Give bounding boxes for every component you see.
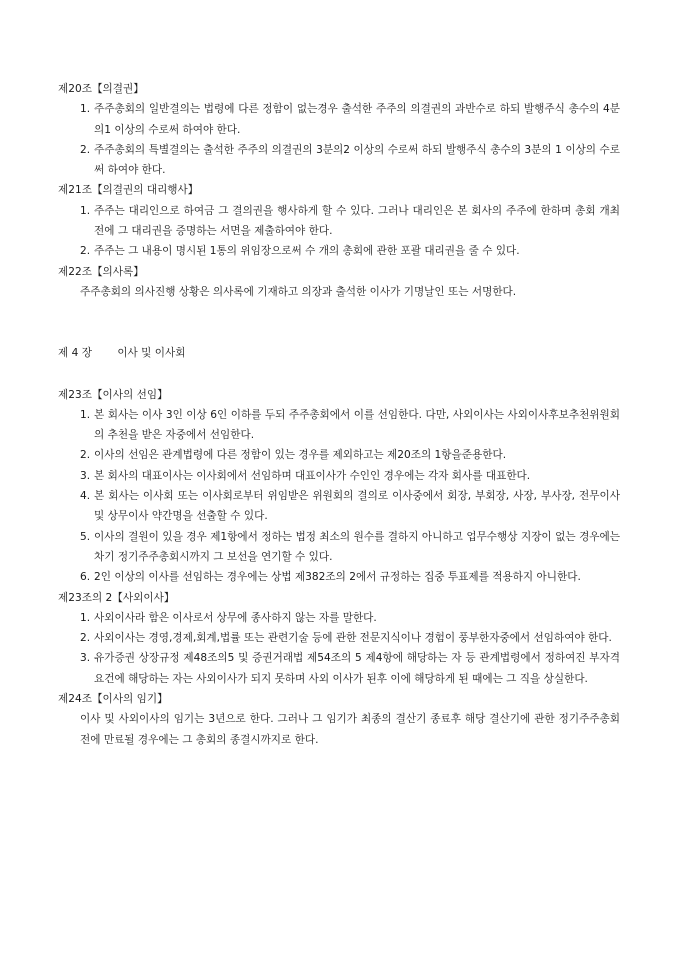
article-21-item-2 [58,241,620,261]
item-number: 2. [80,449,91,462]
article-23-2-item-2 [58,628,620,648]
article-23-item-4 [58,486,620,527]
article-23-item-5 [58,527,620,568]
item-text: 주주는 대리인으로 하여금 그 결의권을 행사하게 할 수 있다. 그러나 대리인은 본 회사의 주주에 한하며 총회 개최전에 그 대리권을 증명하는 서면을 제출하여야 한다. [94,204,620,238]
article-20-item-1 [58,99,620,140]
item-number: 6. [80,571,91,584]
item-text: 2인 이상의 이사를 선임하는 경우에는 상법 제382조의 2에서 규정하는 집중 투표제를 적용하지 아니한다. [94,571,581,584]
item-text: 주주는 그 내용이 명시된 1통의 위임장으로써 수 개의 총회에 관한 포괄 대리권을 줄 수 있다. [94,245,520,258]
item-number: 3. [80,652,91,665]
item-number: 5. [80,530,91,543]
article-23-2-item-1 [58,608,620,628]
article-23-item-1 [58,405,620,446]
chapter-heading [58,343,620,363]
item-text: 주주총회의 일반결의는 법령에 다른 정함이 없는경우 출석한 주주의 의결권의 과반수로 하되 발행주식 총수의 4분의1 이상의 수로써 하여야 한다. [94,103,620,136]
item-number: 1. [80,103,91,116]
item-text: 이사의 선임은 관계법령에 다른 정함이 있는 경우를 제외하고는 제20조의 1항을준용한다. [94,449,507,462]
item-text: 사외이사라 함은 이사로서 상무에 종사하지 않는 자를 말한다. [94,611,377,624]
article-23-heading: 제23조【이사의 선임】 [58,388,168,401]
article-23-2-item-3 [58,648,620,689]
item-text: 주주총회의 특별결의는 출석한 주주의 의결권의 3분의2 이상의 수로써 하되 발행주식 총수의 3분의 1 이상의 수로써 하여야 한다. [94,143,620,177]
item-text: 유가증권 상장규정 제48조의5 및 증권거래법 제54조의 5 제4항에 해당하는 자 등 관계법령에서 정하여진 부자격요건에 해당하는 자는 사외이사가 되지 못하며 사외 이사가 된후 이에 해당하게 된 때에는 그 직을 상실한다. [94,652,620,685]
article-22-body: 주주총회의 의사진행 상황은 의사록에 기재하고 의장과 출석한 이사가 기명날인 또는 서명한다. [80,285,517,298]
article-23-item-3 [58,466,620,486]
chapter-number: 제 4 장 [58,347,92,360]
article-23-2-heading: 제23조의 2【사외이사】 [58,591,175,604]
item-number: 2. [80,143,91,156]
article-22-heading: 제22조【의사록】 [58,265,144,278]
article-21-item-1 [58,201,620,242]
chapter-title: 이사 및 이사회 [117,347,186,360]
item-number: 3. [80,469,91,482]
item-text: 사외이사는 경영,경제,회계,법률 또는 관련기술 등에 관한 전문지식이나 경험이 풍부한자중에서 선임하여야 한다. [94,632,612,645]
item-text: 본 회사는 이사회 또는 이사회로부터 위임받은 위원회의 결의로 이사중에서 회장, 부회장, 사장, 부사장, 전무이사 및 상무이사 약간명을 선출할 수 있다. [94,490,620,523]
article-24-heading: 제24조【이사의 임기】 [58,693,168,706]
item-text: 본 회사는 이사 3인 이상 6인 이하를 두되 주주총회에서 이를 선임한다. 다만, 사외이사는 사외이사후보추천위원회의 추천을 받은 자중에서 선임한다. [94,408,620,442]
item-number: 2. [80,245,91,258]
item-number: 1. [80,204,91,217]
article-24-body: 이사 및 사외이사의 임기는 3년으로 한다. 그러나 그 임기가 최종의 결산기 종료후 해당 결산기에 관한 정기주주총회 전에 만료될 경우에는 그 총회의 종결시까지로 한다. [80,713,620,746]
article-21-heading: 제21조【의결권의 대리행사】 [58,184,199,197]
article-23-item-6 [58,567,620,587]
item-number: 4. [80,490,91,503]
article-20-item-2 [58,140,620,181]
item-number: 2. [80,632,91,645]
item-text: 이사의 결원이 있을 경우 제1항에서 정하는 법정 최소의 원수를 결하지 아니하고 업무수행상 지장이 없는 경우에는 차기 정기주주총회시까지 그 보선을 연기할 수 있다. [94,530,620,563]
item-text: 본 회사의 대표이사는 이사회에서 선임하며 대표이사가 수인인 경우에는 각자 회사를 대표한다. [94,469,531,482]
article-20-heading: 제20조【의결권】 [58,83,144,95]
article-23-item-2 [58,445,620,465]
item-number: 1. [80,611,91,624]
document-page [58,79,620,750]
item-number: 1. [80,408,91,421]
